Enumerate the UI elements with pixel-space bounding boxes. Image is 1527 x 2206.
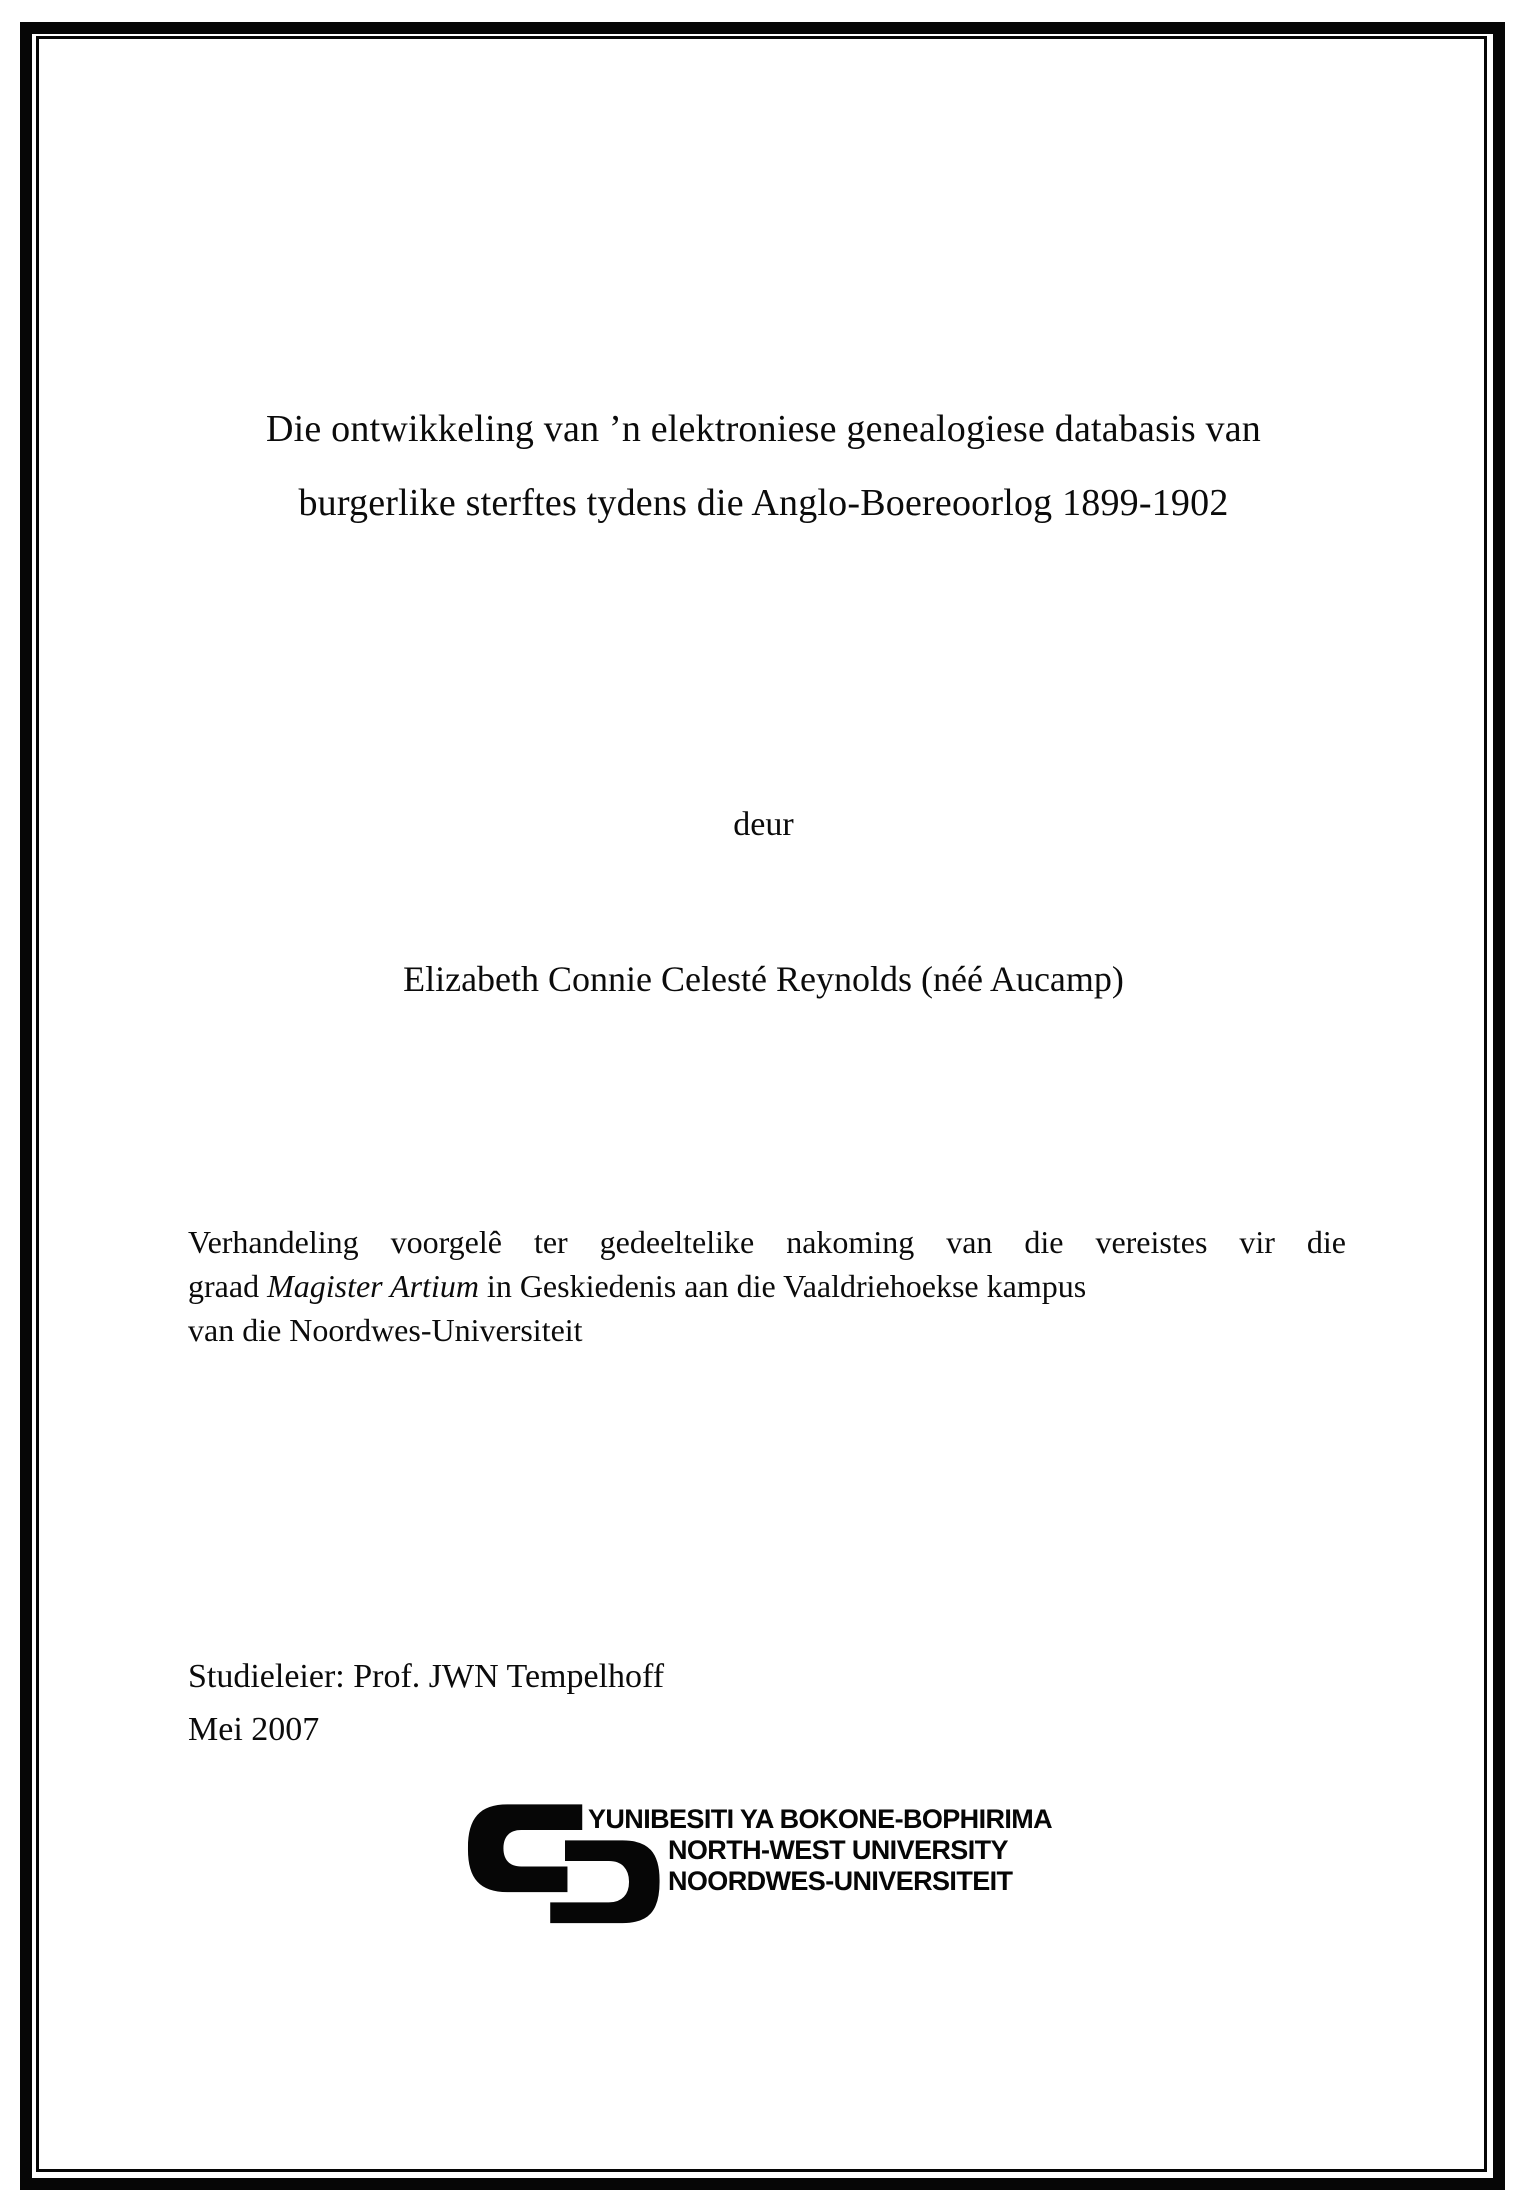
supervisor-line: Studieleier: Prof. JWN Tempelhoff: [188, 1658, 665, 1695]
thesis-title-line2: burgerlike sterftes tydens die Anglo-Boereoorlog 1899-1902: [298, 482, 1229, 524]
degree-statement: [188, 1220, 1346, 1352]
date-line: Mei 2007: [188, 1711, 320, 1748]
university-logo-text: [588, 1804, 1052, 1897]
thesis-title: [60, 392, 1467, 540]
logo-text-afrikaans: NOORDWES-UNIVERSITEIT: [668, 1866, 1013, 1896]
byline-label: deur: [733, 806, 794, 843]
author-name: Elizabeth Connie Celesté Reynolds (néé Aucamp): [403, 959, 1124, 999]
degree-statement-line3: van die Noordwes-Universiteit: [188, 1312, 583, 1348]
degree-statement-line1: Verhandeling voorgelê ter gedeeltelike nakoming van die vereistes vir die: [188, 1224, 1346, 1260]
degree-statement-line2-pre: graad: [188, 1268, 268, 1304]
degree-name-italic: Magister Artium: [267, 1268, 479, 1304]
logo-text-english: NORTH-WEST UNIVERSITY: [668, 1835, 1008, 1865]
logo-text-setswana: YUNIBESITI YA BOKONE-BOPHIRIMA: [588, 1804, 1053, 1834]
degree-statement-line2: [188, 1264, 1346, 1308]
degree-statement-line2-post: in Geskiedenis aan die Vaaldriehoekse kampus: [478, 1268, 1087, 1304]
thesis-title-line1: Die ontwikkeling van ’n elektroniese genealogiese databasis van: [266, 408, 1261, 450]
university-logo: [466, 1796, 1166, 1956]
supervisor-block: [188, 1650, 664, 1756]
